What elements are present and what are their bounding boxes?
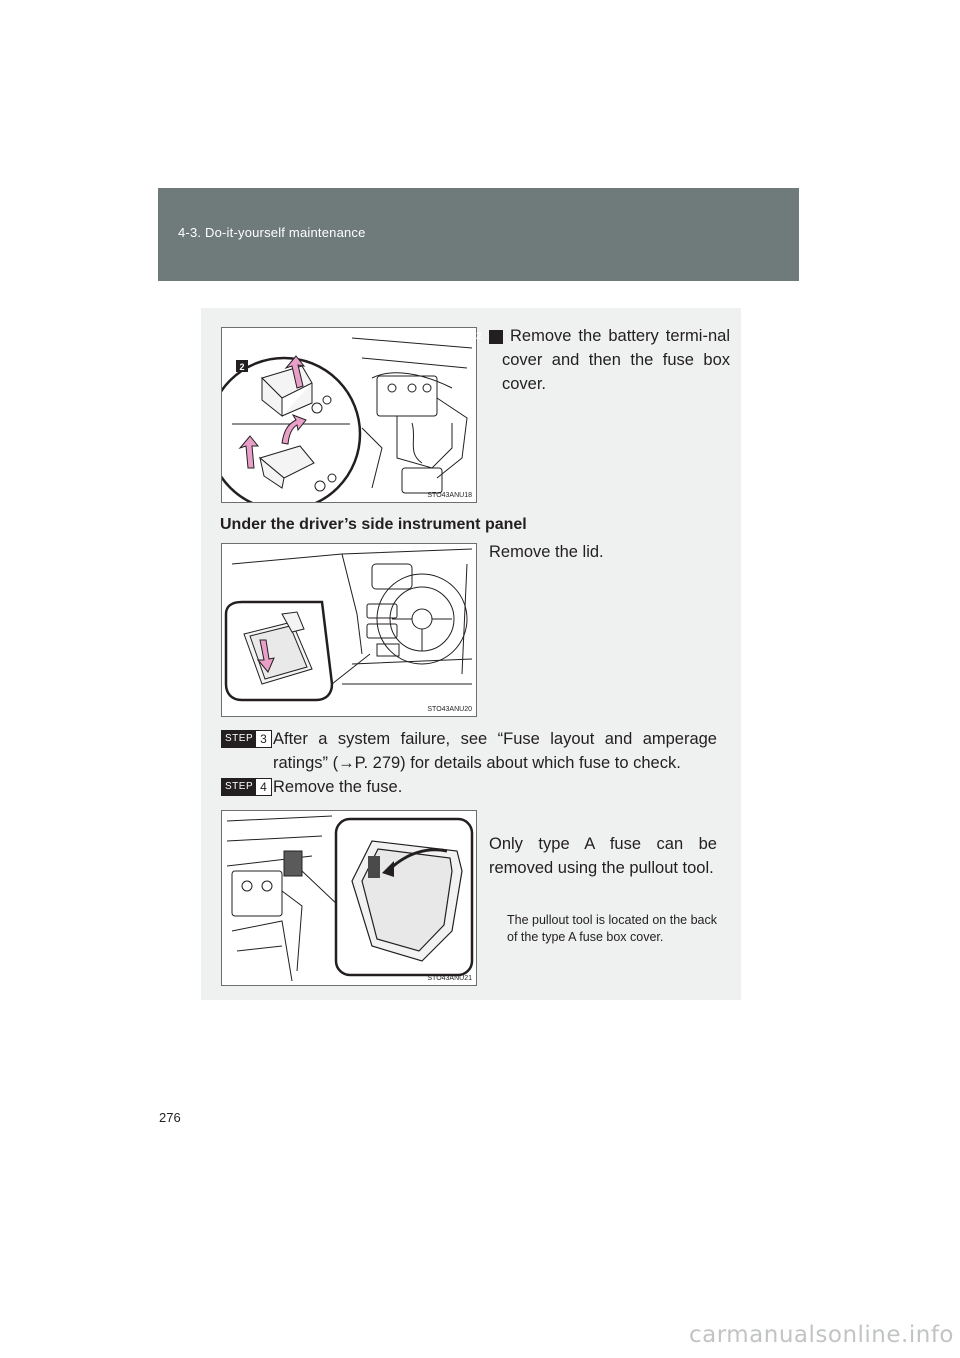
step-2b-instruction bbox=[476, 324, 730, 396]
pullout-tool-callout bbox=[336, 819, 472, 975]
lid-callout bbox=[226, 602, 332, 700]
engine-bay-illustration bbox=[222, 328, 476, 502]
figure-code: STO43ANU20 bbox=[427, 706, 472, 713]
step-2b-text: Remove the battery termi-nal cover and then the fuse box cover. bbox=[502, 327, 730, 393]
section-title: 4-3. Do-it-yourself maintenance bbox=[178, 225, 366, 240]
fuse-note-main: Only type A fuse can be removed using the pullout tool. bbox=[489, 835, 717, 877]
section-header bbox=[158, 188, 799, 281]
step-number: 4 bbox=[256, 779, 271, 795]
page-number: 276 bbox=[159, 1110, 181, 1125]
figure-code: STO43ANU18 bbox=[427, 492, 472, 499]
step-3-badge bbox=[221, 730, 272, 748]
lid-instruction: Remove the lid. bbox=[489, 543, 604, 561]
dashboard-illustration bbox=[222, 544, 476, 716]
figure-pullout-tool bbox=[221, 810, 477, 986]
step-4-badge bbox=[221, 778, 272, 796]
figure-instrument-panel bbox=[221, 543, 477, 717]
step-number: 3 bbox=[256, 731, 271, 747]
figure-code: STO43ANU21 bbox=[427, 975, 472, 982]
watermark: carmanualsonline.info bbox=[688, 1322, 954, 1348]
section-heading: Under the driver’s side instrument panel bbox=[220, 516, 527, 533]
step-label: STEP bbox=[222, 779, 256, 795]
figure-fuse-box-cover bbox=[221, 327, 477, 503]
callout-circle bbox=[222, 356, 360, 502]
callout-number: 2 bbox=[239, 362, 245, 372]
step-marker-2: 2 bbox=[489, 330, 503, 344]
fuse-box-cover-illustration bbox=[222, 811, 476, 985]
step-3-text: After a system failure, see “Fuse layout and amperage ratings” (→P. 279) for details about which fuse to check. bbox=[273, 730, 717, 772]
step-label: STEP bbox=[222, 731, 256, 747]
step-4-text: Remove the fuse. bbox=[273, 778, 403, 796]
fuse-note-detail: The pullout tool is located on the back of the type A fuse box cover. bbox=[507, 913, 717, 944]
pullout-tool bbox=[368, 856, 380, 878]
